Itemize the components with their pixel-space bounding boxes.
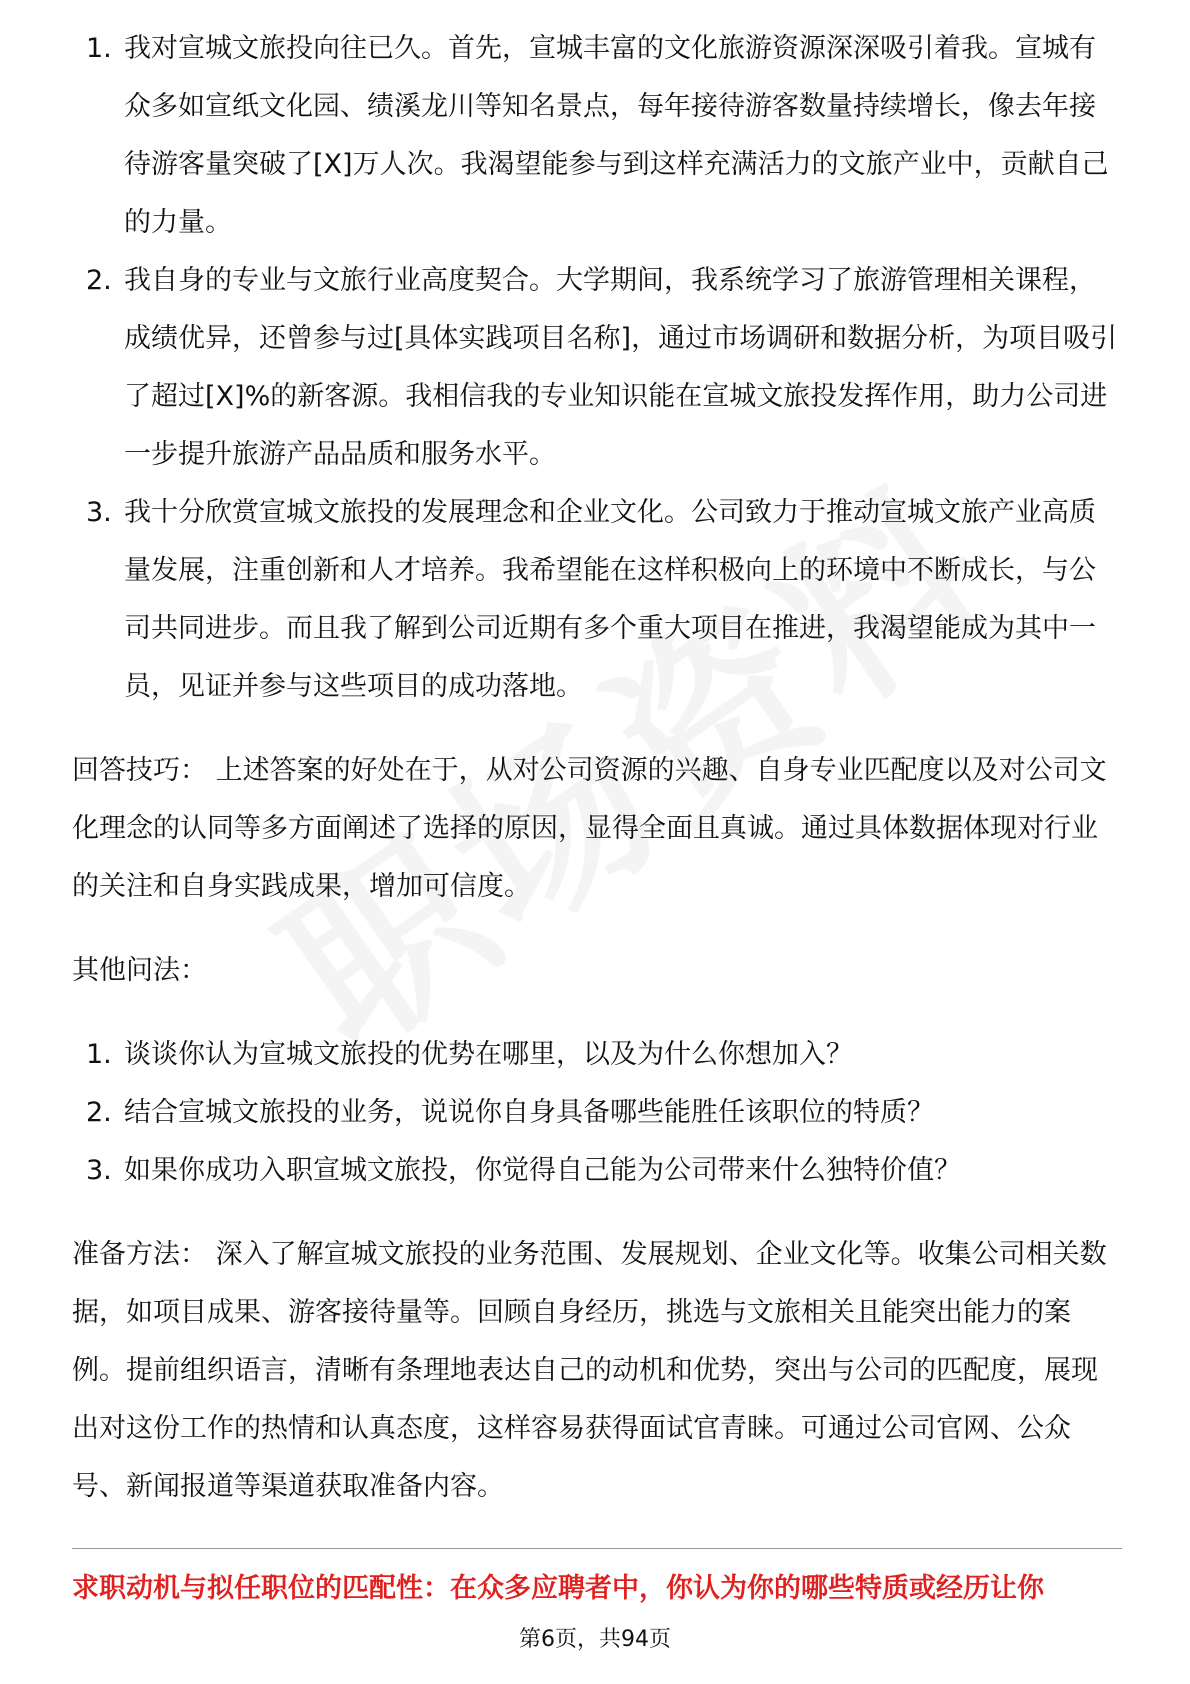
list-number: 2. xyxy=(86,265,112,296)
list-text: 谈谈你认为宣城文旅投的优势在哪里，以及为什么你想加入？ xyxy=(124,1039,853,1070)
list-item xyxy=(72,484,1122,716)
list-item xyxy=(72,20,1122,252)
answer-tips: 回答技巧： 上述答案的好处在于，从对公司资源的兴趣、自身专业匹配度以及对公司文化理念的认同等多方面阐述了选择的原因，显得全面且真诚。通过具体数据体现对行业的关注和自身实践成果，增加可信度。 xyxy=(72,755,1107,902)
list-number: 1. xyxy=(86,1039,112,1070)
other-questions-list xyxy=(72,1026,1122,1200)
list-number: 3. xyxy=(86,1155,112,1186)
next-question-heading: 求职动机与拟任职位的匹配性：在众多应聘者中，你认为你的哪些特质或经历让你 xyxy=(72,1573,1044,1604)
preparation-method: 准备方法： 深入了解宣城文旅投的业务范围、发展规划、企业文化等。收集公司相关数据，如项目成果、游客接待量等。回顾自身经历，挑选与文旅相关且能突出能力的案例。提前组织语言，清晰有条理地表达自己的动机和优势，突出与公司的匹配度，展现出对这份工作的热情和认真态度，这样容易获得面试官青睐。可通过公司官网、公众号、新闻报道等渠道获取准备内容。 xyxy=(72,1239,1107,1502)
list-number: 1. xyxy=(86,33,112,64)
list-item xyxy=(72,1142,1122,1200)
reason-list xyxy=(72,20,1122,716)
list-text: 结合宣城文旅投的业务，说说你自身具备哪些能胜任该职位的特质？ xyxy=(124,1097,934,1128)
document-body xyxy=(72,20,1122,1516)
other-questions-heading: 其他问法： xyxy=(72,955,207,986)
list-text: 我对宣城文旅投向往已久。首先，宣城丰富的文化旅游资源深深吸引着我。宣城有众多如宣纸文化园、绩溪龙川等知名景点，每年接待游客数量持续增长，像去年接待游客量突破了[X]万人次。我渴望能参与到这样充满活力的文旅产业中，贡献自己的力量。 xyxy=(124,33,1109,238)
page-top-edge xyxy=(0,0,1190,30)
list-text: 如果你成功入职宣城文旅投，你觉得自己能为公司带来什么独特价值？ xyxy=(124,1155,961,1186)
list-text: 我十分欣赏宣城文旅投的发展理念和企业文化。公司致力于推动宣城文旅产业高质量发展，注重创新和人才培养。我希望能在这样积极向上的环境中不断成长，与公司共同进步。而且我了解到公司近期有多个重大项目在推进，我渴望能成为其中一员，见证并参与这些项目的成功落地。 xyxy=(124,497,1096,702)
list-number: 3. xyxy=(86,497,112,528)
page-number: 第6页，共94页 xyxy=(519,1627,671,1652)
list-number: 2. xyxy=(86,1097,112,1128)
divider xyxy=(72,1548,1122,1549)
list-item xyxy=(72,1026,1122,1084)
list-item xyxy=(72,1084,1122,1142)
list-text: 我自身的专业与文旅行业高度契合。大学期间，我系统学习了旅游管理相关课程，成绩优异，还曾参与过[具体实践项目名称]，通过市场调研和数据分析，为项目吸引了超过[X]%的新客源。我相信我的专业知识能在宣城文旅投发挥作用，助力公司进一步提升旅游产品品质和服务水平。 xyxy=(124,265,1118,470)
list-item xyxy=(72,252,1122,484)
